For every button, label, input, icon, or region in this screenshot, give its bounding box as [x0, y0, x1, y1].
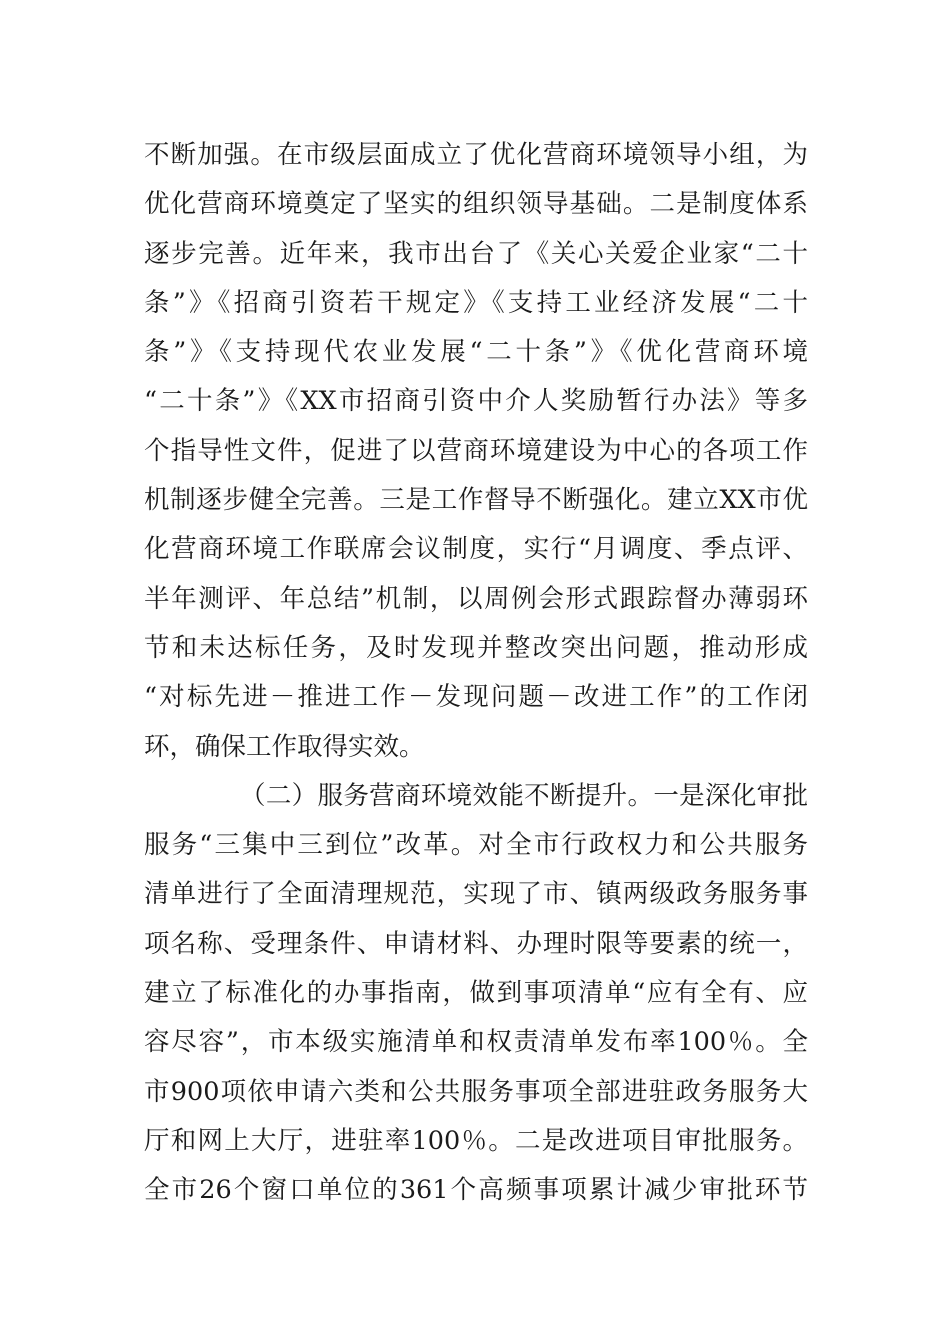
text-line: 厅和网上大厅，进驻率100％。二是改进项目审批服务。	[144, 1125, 808, 1156]
text-line: “对标先进－推进工作－发现问题－改进工作”的工作闭	[144, 682, 808, 713]
text-line: 条”》《招商引资若干规定》《支持工业经济发展“二十	[144, 287, 808, 318]
text-line: 容尽容”，市本级实施清单和权责清单发布率100％。全	[144, 1027, 808, 1058]
text-line: 不断加强。在市级层面成立了优化营商环境领导小组，为	[144, 140, 808, 170]
text-line: 条”》《支持现代农业发展“二十条”》《优化营商环境	[144, 337, 808, 368]
body-text	[144, 131, 808, 1216]
text-line: “二十条”》《XX市招商引资中介人奖励暂行办法》等多	[144, 386, 808, 417]
paragraph-end-line: 环，确保工作取得实效。	[144, 731, 425, 762]
text-line: 逐步完善。近年来，我市出台了《关心关爱企业家“二十	[144, 238, 808, 269]
text-line: 服务“三集中三到位”改革。对全市行政权力和公共服务	[144, 830, 808, 861]
text-line: 建立了标准化的办事指南，做到事项清单“应有全有、应	[144, 978, 808, 1009]
text-line: 化营商环境工作联席会议制度，实行“月调度、季点评、	[144, 534, 808, 565]
text-line: 半年测评、年总结”机制，以周例会形式跟踪督办薄弱环	[144, 583, 808, 614]
text-line: 机制逐步健全完善。三是工作督导不断强化。建立XX市优	[144, 485, 808, 516]
text-line: 市900项依申请六类和公共服务事项全部进驻政务服务大	[144, 1076, 808, 1107]
text-line: 节和未达标任务，及时发现并整改突出问题，推动形成	[144, 632, 808, 663]
text-line: 全市26个窗口单位的361个高频事项累计减少审批环节	[144, 1175, 808, 1206]
section-heading-line: （二）服务营商环境效能不断提升。一是深化审批	[240, 780, 808, 811]
text-line: 清单进行了全面清理规范，实现了市、镇两级政务服务事	[144, 879, 808, 910]
text-line: 个指导性文件，促进了以营商环境建设为中心的各项工作	[144, 435, 808, 466]
text-line: 项名称、受理条件、申请材料、办理时限等要素的统一，	[144, 928, 808, 959]
text-line: 优化营商环境奠定了坚实的组织领导基础。二是制度体系	[144, 189, 808, 220]
